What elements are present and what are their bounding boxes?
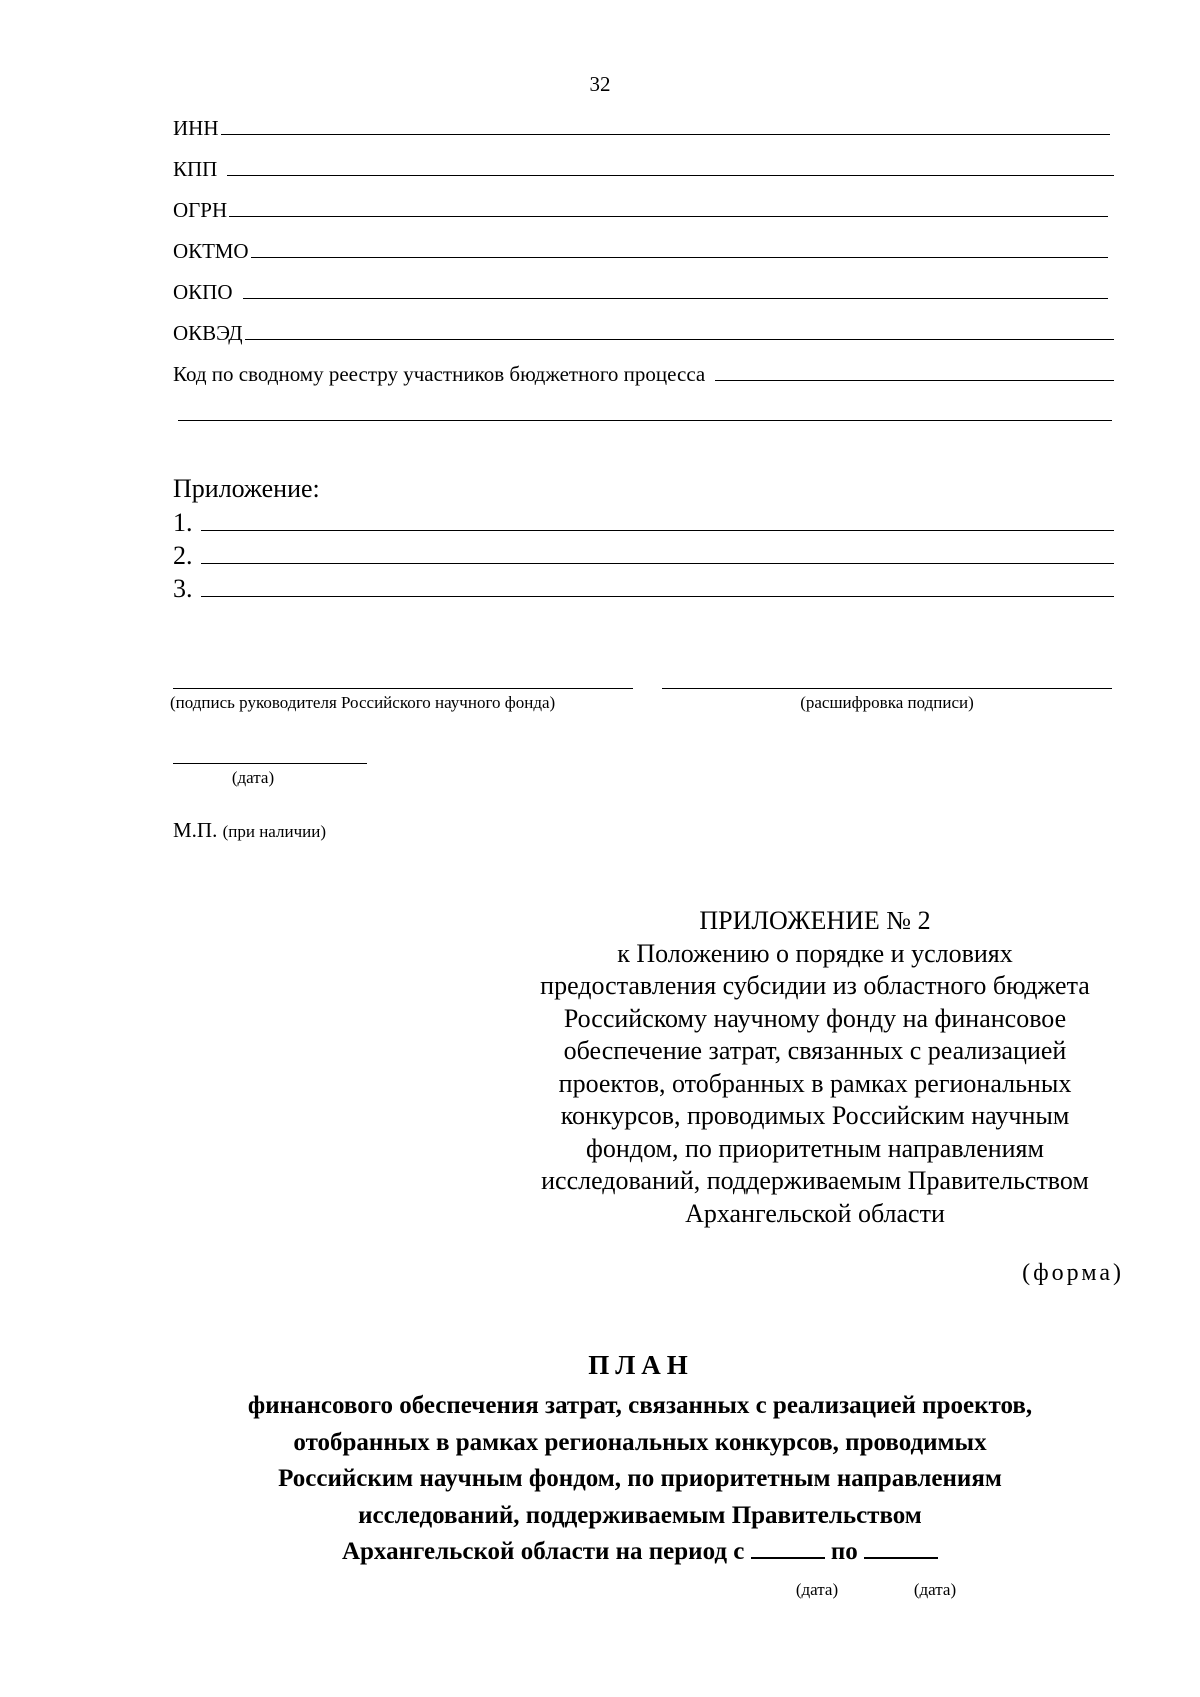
head-signature-line[interactable] bbox=[173, 688, 633, 689]
appendix-line: проектов, отобранных в рамках региональных bbox=[558, 1068, 1072, 1098]
appendix-line: фондом, по приоритетным направлениям bbox=[586, 1133, 1044, 1163]
attachment-row-3 bbox=[173, 572, 1114, 604]
appendix-line: предоставления субсидии из областного бюджета bbox=[540, 971, 1090, 1000]
attachment-field-line[interactable] bbox=[201, 506, 1115, 531]
stamp-note: (при наличии) bbox=[222, 822, 326, 841]
budget-code-continuation-line[interactable] bbox=[178, 420, 1112, 421]
attachments-title: Приложение: bbox=[173, 474, 320, 503]
attachment-row-1 bbox=[173, 506, 1114, 538]
plan-subtitle bbox=[140, 1388, 1140, 1571]
signature-decoding-line[interactable] bbox=[662, 688, 1112, 689]
okved-field-line[interactable] bbox=[245, 319, 1114, 340]
ogrn-row bbox=[173, 196, 1114, 224]
inn-row bbox=[173, 114, 1114, 142]
okved-row bbox=[173, 319, 1114, 347]
head-signature-caption: (подпись руководителя Российского научного фонда) bbox=[170, 693, 556, 712]
plan-subtitle-line: исследований, поддерживаемым Правительством bbox=[358, 1501, 922, 1529]
appendix-line: конкурсов, проводимых Российским научным bbox=[560, 1101, 1070, 1130]
okved-label: ОКВЭД bbox=[173, 321, 243, 345]
attachment-number: 2. bbox=[173, 541, 193, 570]
appendix-line: исследований, поддерживаемым Правительством bbox=[541, 1166, 1089, 1195]
plan-subtitle-line: финансового обеспечения затрат, связанных с реализацией проектов, bbox=[247, 1392, 1033, 1419]
period-to-label: по bbox=[830, 1538, 858, 1565]
period-to-date-caption: (дата) bbox=[913, 1580, 957, 1599]
period-from-date-caption: (дата) bbox=[795, 1580, 839, 1599]
plan-period-prefix: Архангельской области на период с bbox=[341, 1538, 745, 1565]
page-number: 32 bbox=[589, 72, 611, 96]
form-label: (форма) bbox=[1022, 1260, 1124, 1286]
date-caption: (дата) bbox=[231, 768, 275, 787]
okpo-row bbox=[173, 278, 1114, 306]
attachment-field-line[interactable] bbox=[201, 539, 1115, 564]
appendix-line: Архангельской области bbox=[685, 1198, 945, 1228]
period-from-date-field[interactable] bbox=[751, 1535, 825, 1559]
plan-title: ПЛАН bbox=[588, 1350, 694, 1380]
date-line[interactable] bbox=[173, 763, 367, 764]
attachment-field-line[interactable] bbox=[201, 572, 1115, 597]
kpp-label: КПП bbox=[173, 157, 218, 181]
attachment-number: 3. bbox=[173, 574, 193, 603]
stamp-label: М.П. bbox=[173, 818, 218, 842]
okpo-label: ОКПО bbox=[173, 280, 233, 304]
okpo-field-line[interactable] bbox=[243, 278, 1108, 299]
inn-label: ИНН bbox=[173, 116, 219, 140]
appendix-line: обеспечение затрат, связанных с реализацией bbox=[563, 1036, 1067, 1065]
appendix-line: к Положению о порядке и условиях bbox=[617, 938, 1013, 968]
appendix-title: ПРИЛОЖЕНИЕ № 2 bbox=[699, 906, 931, 935]
ogrn-label: ОГРН bbox=[173, 198, 228, 222]
kpp-row bbox=[173, 155, 1114, 183]
plan-subtitle-line: отобранных в рамках региональных конкурсов, проводимых bbox=[293, 1428, 987, 1456]
appendix-line: Российскому научному фонду на финансовое bbox=[563, 1003, 1067, 1033]
attachment-number: 1. bbox=[173, 508, 193, 537]
attachment-row-2 bbox=[173, 539, 1114, 571]
appendix-header bbox=[505, 905, 1125, 1230]
budget-code-row bbox=[173, 360, 1114, 388]
ogrn-field-line[interactable] bbox=[229, 196, 1108, 217]
kpp-field-line[interactable] bbox=[227, 155, 1114, 176]
plan-subtitle-line: Российским научным фондом, по приоритетным направлениям bbox=[278, 1465, 1002, 1492]
oktmo-field-line[interactable] bbox=[251, 237, 1108, 258]
plan-period-line bbox=[140, 1534, 1140, 1571]
oktmo-row bbox=[173, 237, 1114, 265]
inn-field-line[interactable] bbox=[221, 114, 1111, 135]
budget-code-field-line[interactable] bbox=[715, 360, 1114, 381]
period-to-date-field[interactable] bbox=[864, 1535, 938, 1559]
budget-code-label: Код по сводному реестру участников бюджетного процесса bbox=[173, 362, 706, 386]
stamp-place bbox=[173, 818, 326, 843]
signature-decoding-caption: (расшифровка подписи) bbox=[800, 693, 974, 712]
oktmo-label: ОКТМО bbox=[173, 239, 249, 263]
